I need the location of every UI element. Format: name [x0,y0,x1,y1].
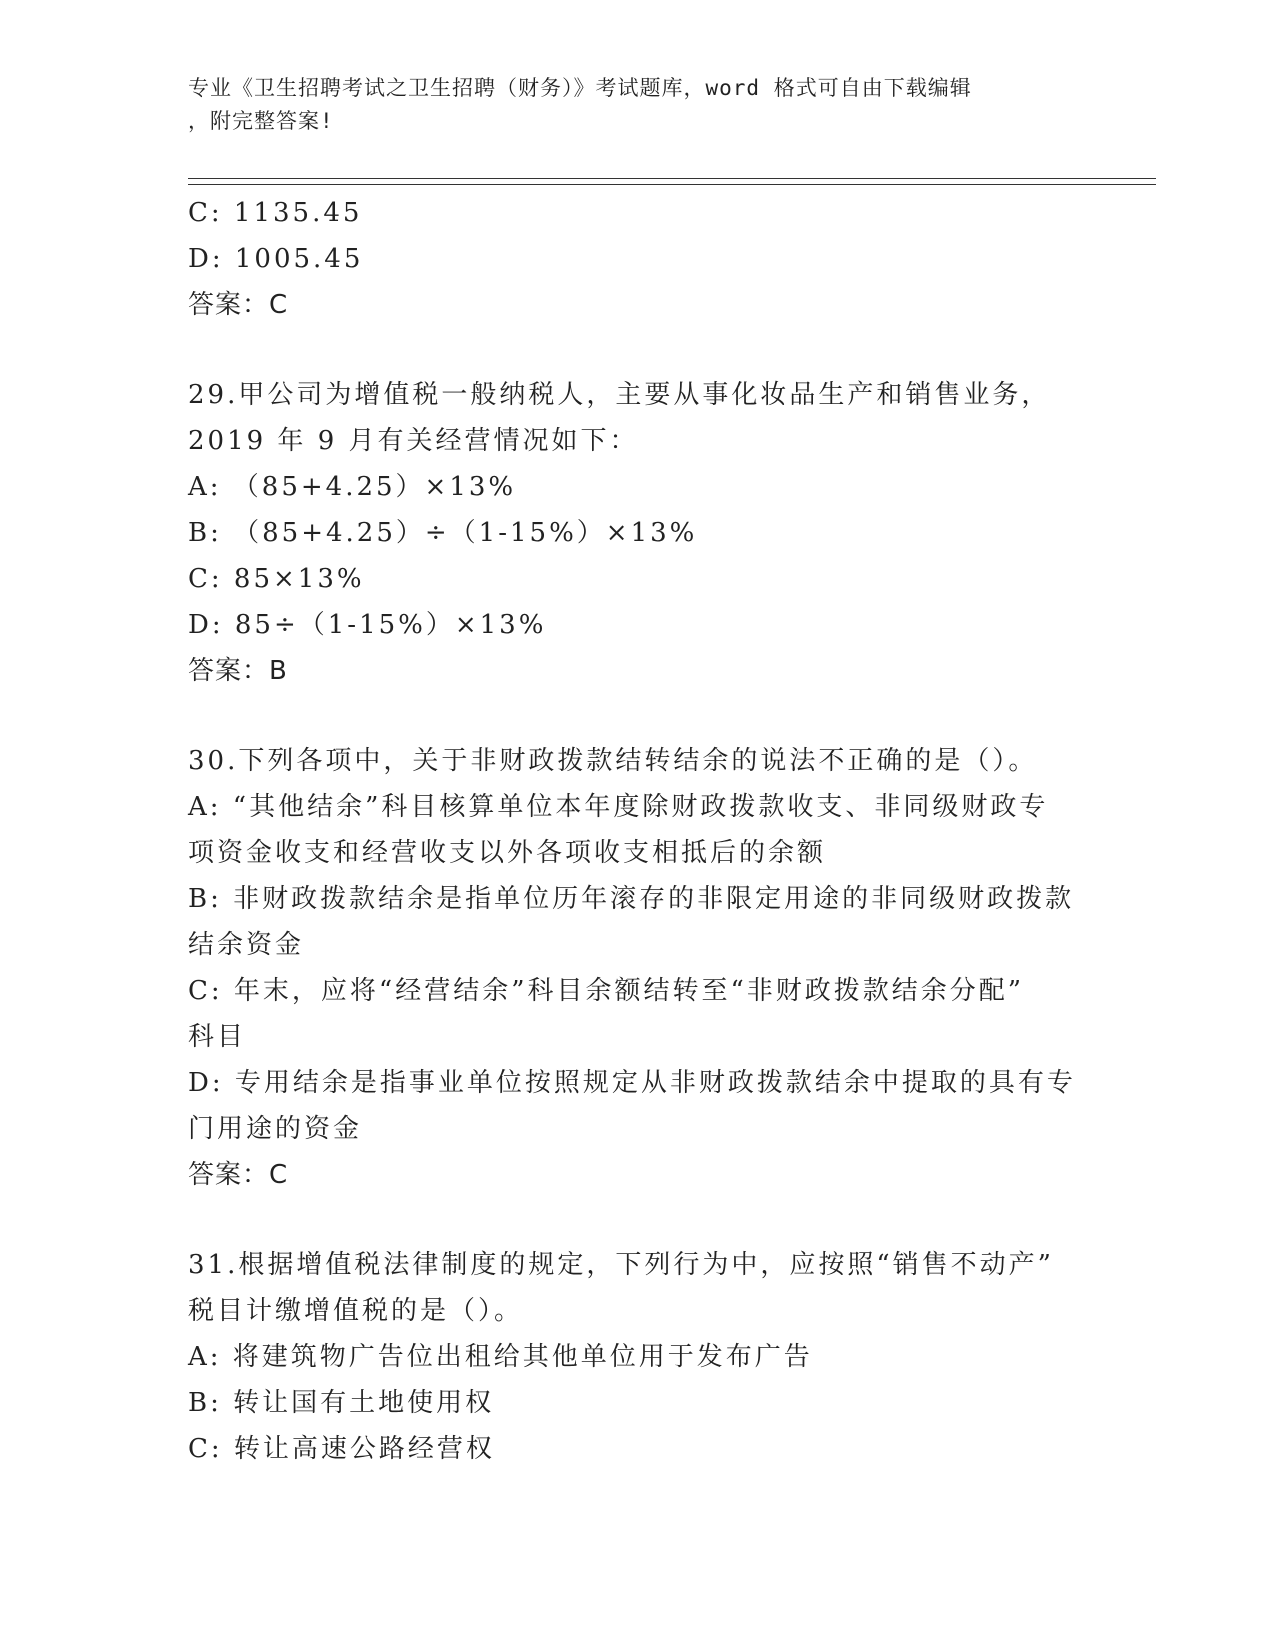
block-spacer [188,694,1088,738]
header-divider-bottom [188,184,1156,185]
answer-line: 答案：B [188,656,288,686]
option-line: 门用途的资金 [188,1114,363,1144]
header-divider-top [188,178,1156,179]
document-header [188,72,1068,138]
question-block [188,190,1088,328]
option-line: 项资金收支和经营收支以外各项收支相抵后的余额 [188,838,827,868]
option-line: D: 专用结余是指事业单位按照规定从非财政拨款结余中提取的具有专 [188,1068,1076,1098]
option-line: 结余资金 [188,930,305,960]
question-block [188,372,1088,694]
option-line: D: 1005.45 [188,244,364,274]
block-spacer [188,328,1088,372]
option-line: B: 转让国有土地使用权 [188,1388,495,1418]
question-block [188,1242,1088,1472]
option-line: C: 85×13% [188,564,365,594]
question-content [188,190,1088,1472]
question-block [188,738,1088,1198]
option-line: D: 85÷（1-15%）×13% [188,610,547,640]
option-line: C: 年末，应将“经营结余”科目余额结转至“非财政拨款结余分配” [188,976,1025,1006]
option-line: C: 转让高速公路经营权 [188,1434,495,1464]
option-line: A: 将建筑物广告位出租给其他单位用于发布广告 [188,1342,813,1372]
header-line-2: ，附完整答案! [188,109,334,133]
block-spacer [188,1198,1088,1242]
answer-line: 答案：C [188,1160,289,1190]
header-line-1: 专业《卫生招聘考试之卫生招聘（财务）》考试题库，word 格式可自由下载编辑 [188,76,972,100]
option-line: C: 1135.45 [188,198,363,228]
question-line: 31.根据增值税法律制度的规定，下列行为中，应按照“销售不动产” [188,1250,1054,1280]
question-line: 29.甲公司为增值税一般纳税人，主要从事化妆品生产和销售业务， [188,380,1051,410]
option-line: B: 非财政拨款结余是指单位历年滚存的非限定用途的非同级财政拨款 [188,884,1075,914]
option-line: 科目 [188,1022,247,1052]
question-line: 30.下列各项中，关于非财政拨款结转结余的说法不正确的是（）。 [188,746,1038,776]
question-line: 2019 年 9 月有关经营情况如下： [188,426,639,456]
option-line: A: （85+4.25）×13% [188,472,517,502]
answer-line: 答案：C [188,290,289,320]
option-line: B: （85+4.25）÷（1-15%）×13% [188,518,698,548]
option-line: A: “其他结余”科目核算单位本年度除财政拨款收支、非同级财政专 [188,792,1049,822]
question-line: 税目计缴增值税的是（）。 [188,1296,524,1326]
